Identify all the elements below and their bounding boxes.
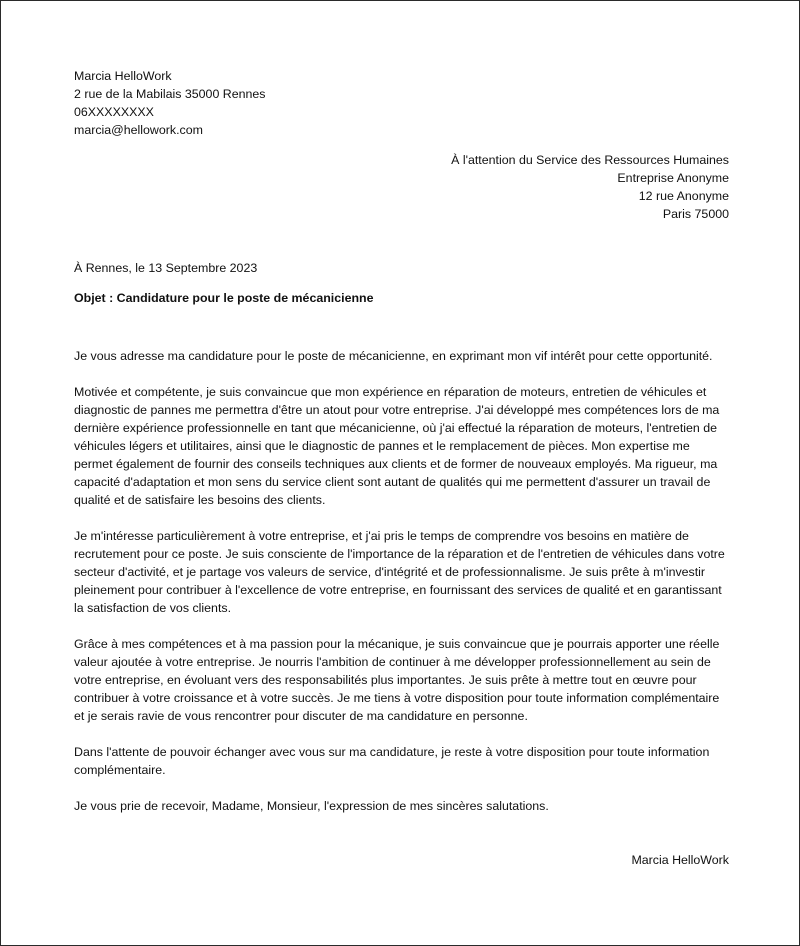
- body-paragraph: Je vous adresse ma candidature pour le poste de mécanicienne, en exprimant mon vif intérêt pour cette opportunité.: [74, 349, 713, 363]
- letter-content: [74, 67, 729, 869]
- signature: Marcia HelloWork: [631, 853, 729, 867]
- recipient-street: 12 rue Anonyme: [638, 189, 729, 203]
- sender-email: marcia@hellowork.com: [74, 123, 203, 137]
- letter-body: [74, 347, 729, 815]
- recipient-block: [74, 151, 729, 223]
- sender-name: Marcia HelloWork: [74, 69, 172, 83]
- recipient-attention: À l'attention du Service des Ressources Humaines: [451, 153, 729, 167]
- closing-paragraph: Je vous prie de recevoir, Madame, Monsieur, l'expression de mes sincères salutations.: [74, 799, 549, 813]
- recipient-company: Entreprise Anonyme: [617, 171, 729, 185]
- date-line: À Rennes, le 13 Septembre 2023: [74, 261, 258, 275]
- sender-address: 2 rue de la Mabilais 35000 Rennes: [74, 87, 266, 101]
- sender-block: [74, 67, 729, 139]
- body-paragraph: Je m'intéresse particulièrement à votre entreprise, et j'ai pris le temps de comprendre vos besoins en matière de recrutement pour ce poste. Je suis consciente de l'importance de la réparation et de l'entretien de véhicules dans votre secteur d'activité, et je partage vos valeurs de service, d'intégrité et de professionnalisme. Je suis prête à m'investir pleinement pour contribuer à l'excellence de votre entreprise, en fournissant des services de qualité et en garantissant la satisfaction de vos clients.: [74, 529, 725, 615]
- recipient-city: Paris 75000: [662, 207, 729, 221]
- sender-phone: 06XXXXXXXX: [74, 105, 154, 119]
- body-paragraph: Grâce à mes compétences et à ma passion pour la mécanique, je suis convaincue que je pourrais apporter une réelle valeur ajoutée à votre entreprise. Je nourris l'ambition de continuer à me développer professionnellement au sein de votre entreprise, en évoluant vers des responsabilités plus importantes. Je suis prête à mettre tout en œuvre pour contribuer à votre croissance et à votre succès. Je me tiens à votre disposition pour toute information complémentaire et je serais ravie de vous rencontrer pour discuter de ma candidature en personne.: [74, 637, 720, 723]
- subject-line: Objet : Candidature pour le poste de mécanicienne: [74, 291, 374, 305]
- body-paragraph: Motivée et compétente, je suis convaincue que mon expérience en réparation de moteurs, entretien de véhicules et diagnostic de pannes me permettra d'être un atout pour votre entreprise. J'ai développé mes compétences lors de ma dernière expérience professionnelle en tant que mécanicienne, où j'ai effectué la réparation de moteurs, l'entretien de véhicules légers et utilitaires, ainsi que le diagnostic de pannes et le remplacement de pièces. Mon expertise me permet également de fournir des conseils techniques aux clients et de former de nouveaux employés. Ma rigueur, ma capacité d'adaptation et mon sens du service client sont autant de qualités qui me permettent d'assurer un travail de qualité et de satisfaire les besoins des clients.: [74, 385, 720, 507]
- body-paragraph: Dans l'attente de pouvoir échanger avec vous sur ma candidature, je reste à votre disposition pour toute information complémentaire.: [74, 745, 710, 777]
